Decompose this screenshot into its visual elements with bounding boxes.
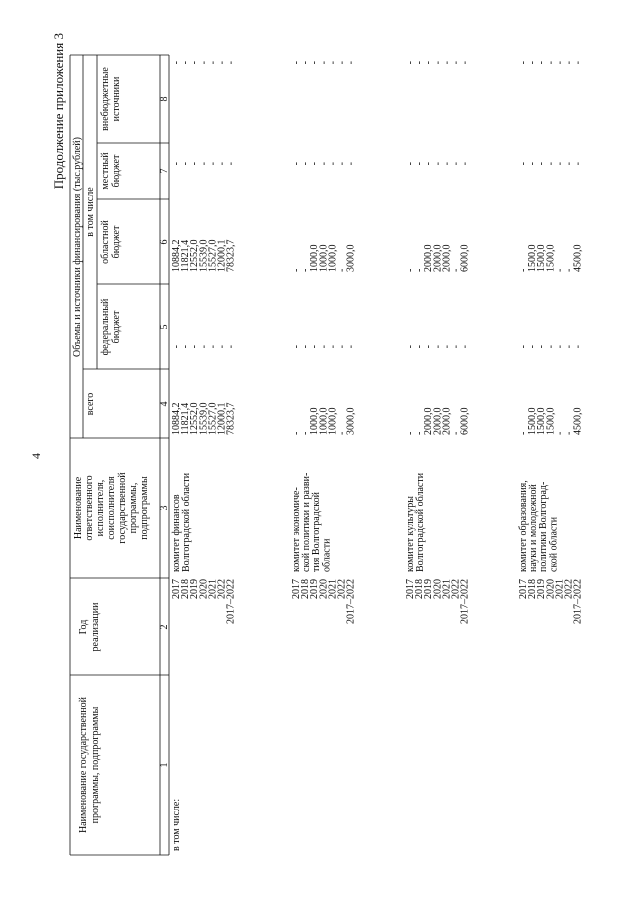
header-cell-3	[73, 472, 150, 544]
value-cell: -	[423, 61, 435, 65]
value-cell: -	[450, 61, 462, 65]
value-cell: -	[171, 61, 182, 65]
value-cell: -	[536, 345, 548, 349]
financing-table	[70, 55, 584, 855]
year-cell: 2021	[554, 579, 566, 599]
value-cell: -	[180, 61, 192, 65]
executor-name-line: Волгоградской области	[415, 472, 427, 572]
value-cell: -	[171, 162, 182, 166]
year-cell: 2017	[518, 579, 529, 599]
value-cell: -	[459, 345, 471, 349]
value-cell: 78323,7	[225, 239, 237, 272]
value-cell: 11821,4	[180, 402, 192, 435]
value-cell: -	[572, 61, 584, 65]
value-cell: -	[536, 162, 548, 166]
year-cell: 2018	[300, 579, 312, 599]
value-cell: -	[336, 162, 348, 166]
value-cell: -	[207, 345, 219, 349]
year-cell: 2017	[171, 579, 182, 599]
value-cell: -	[180, 345, 192, 349]
value-cell: -	[518, 345, 529, 349]
value-cell: 2000,0	[441, 407, 453, 435]
value-cell: -	[405, 162, 416, 166]
value-cell: 11821,4	[180, 239, 192, 272]
value-cell: 15539,0	[198, 239, 210, 272]
executor-group	[291, 61, 357, 624]
value-cell: 12000,1	[216, 239, 228, 272]
value-cell: -	[518, 431, 529, 435]
value-cell: 1500,0	[527, 407, 539, 435]
executor-name-line: комитет образования,	[518, 480, 529, 572]
value-cell: -	[225, 162, 237, 166]
value-cell: -	[309, 61, 321, 65]
value-cell: -	[336, 431, 348, 435]
value-cell: -	[536, 61, 548, 65]
value-cell: -	[405, 61, 416, 65]
header-federal	[100, 298, 122, 355]
header-line: Наименование	[73, 476, 84, 540]
value-cell: -	[207, 61, 219, 65]
year-cell: 2020	[432, 579, 444, 599]
value-cell: -	[441, 162, 453, 166]
value-cell: -	[563, 268, 575, 272]
value-cell: 4500,0	[572, 407, 584, 435]
value-cell: 2000,0	[432, 244, 444, 272]
value-cell: -	[527, 345, 539, 349]
value-cell: 10884,2	[171, 239, 182, 272]
value-cell: -	[554, 345, 566, 349]
year-cell: 2019	[309, 579, 321, 599]
page-number: 4	[29, 453, 43, 459]
value-cell: -	[300, 268, 312, 272]
year-cell: 2022	[336, 579, 348, 599]
year-cell: 2018	[527, 579, 539, 599]
year-cell: 2022	[216, 579, 228, 599]
year-cell: 2020	[318, 579, 330, 599]
value-cell: 12552,0	[189, 239, 201, 272]
value-cell: -	[345, 61, 357, 65]
year-cell: 2020	[545, 579, 557, 599]
header-including: в том числе	[85, 187, 96, 237]
value-cell: 10884,2	[171, 402, 182, 435]
value-cell: -	[405, 431, 416, 435]
value-cell: 1000,0	[309, 407, 321, 435]
executor-name-line: области	[321, 538, 333, 572]
value-cell: -	[414, 431, 426, 435]
executor-name-line: науки и молодежной	[528, 484, 540, 572]
header-line: областной	[100, 220, 111, 264]
value-cell: 78323,7	[225, 402, 237, 435]
appendix-caption: Продолжение приложения 3	[51, 33, 66, 190]
value-cell: -	[572, 162, 584, 166]
header-line: исполнителя,	[95, 479, 106, 537]
value-cell: 15527,0	[207, 239, 219, 272]
value-cell: -	[563, 431, 575, 435]
value-cell: -	[180, 162, 192, 166]
value-cell: 2000,0	[423, 407, 435, 435]
value-cell: -	[414, 268, 426, 272]
value-cell: -	[563, 61, 575, 65]
value-cell: -	[554, 431, 566, 435]
value-cell: -	[189, 162, 201, 166]
value-cell: -	[405, 268, 416, 272]
value-cell: -	[207, 162, 219, 166]
value-cell: 1500,0	[545, 407, 557, 435]
column-number: 7	[159, 168, 170, 174]
value-cell: -	[309, 162, 321, 166]
column-number: 1	[159, 762, 170, 768]
executor-group	[518, 61, 584, 624]
value-cell: -	[459, 61, 471, 65]
year-cell: 2017–2022	[572, 579, 584, 624]
value-cell: -	[189, 345, 201, 349]
year-cell: 2017–2022	[225, 579, 237, 624]
value-cell: -	[432, 162, 444, 166]
year-cell: 2019	[189, 579, 201, 599]
year-cell: 2021	[327, 579, 339, 599]
header-line: бюджет	[111, 310, 122, 344]
value-cell: -	[327, 162, 339, 166]
value-cell: -	[336, 61, 348, 65]
header-line: подпрограммы	[139, 476, 150, 540]
row-label-including: в том числе:	[171, 798, 182, 851]
value-cell: 15527,0	[207, 402, 219, 435]
value-cell: -	[527, 162, 539, 166]
executor-name-line: ской политики и разви-	[301, 472, 313, 572]
header-cell-2	[78, 602, 101, 652]
value-cell: -	[300, 345, 312, 349]
header-cell-1	[78, 696, 101, 833]
value-cell: 3000,0	[345, 244, 357, 272]
header-line: ответственного	[84, 475, 95, 541]
year-cell: 2018	[414, 579, 426, 599]
column-number: 5	[159, 324, 170, 330]
header-line: источники	[111, 76, 122, 122]
header-total: всего	[85, 392, 96, 416]
header-offbudget	[100, 67, 122, 131]
value-cell: -	[554, 162, 566, 166]
value-cell: -	[563, 345, 575, 349]
value-cell: 6000,0	[459, 244, 471, 272]
value-cell: -	[216, 345, 228, 349]
value-cell: -	[216, 61, 228, 65]
value-cell: -	[189, 61, 201, 65]
value-cell: 1500,0	[545, 244, 557, 272]
year-cell: 2017	[405, 579, 416, 599]
column-number: 6	[159, 239, 170, 245]
value-cell: -	[405, 345, 416, 349]
value-cell: -	[545, 162, 557, 166]
header-line: государственной	[117, 472, 128, 544]
value-cell: -	[554, 61, 566, 65]
header-line: реализации	[90, 602, 101, 652]
column-number: 3	[159, 505, 170, 511]
value-cell: -	[300, 61, 312, 65]
value-cell: -	[414, 61, 426, 65]
executor-name-line: тия Волгоградской	[311, 492, 323, 572]
value-cell: 12000,1	[216, 402, 228, 435]
value-cell: 2000,0	[441, 244, 453, 272]
value-cell: -	[309, 345, 321, 349]
value-cell: 1000,0	[318, 407, 330, 435]
executor-name-line: комитет экономиче-	[291, 487, 302, 572]
value-cell: -	[300, 431, 312, 435]
value-cell: -	[423, 162, 435, 166]
data-body	[171, 61, 584, 624]
year-cell: 2017	[291, 579, 302, 599]
executor-group	[171, 61, 237, 624]
value-cell: 6000,0	[459, 407, 471, 435]
value-cell: -	[225, 345, 237, 349]
year-cell: 2022	[450, 579, 462, 599]
executor-group	[405, 61, 471, 624]
value-cell: 1000,0	[327, 407, 339, 435]
value-cell: -	[414, 162, 426, 166]
value-cell: -	[518, 162, 529, 166]
value-cell: -	[225, 61, 237, 65]
value-cell: 1000,0	[327, 244, 339, 272]
year-cell: 2021	[441, 579, 453, 599]
value-cell: 2000,0	[432, 407, 444, 435]
header-line: местный	[100, 152, 111, 190]
year-cell: 2017–2022	[345, 579, 357, 624]
year-cell: 2017–2022	[459, 579, 471, 624]
value-cell: -	[216, 162, 228, 166]
executor-name-line: комитет культуры	[405, 496, 416, 572]
value-cell: 1000,0	[309, 244, 321, 272]
header-local	[100, 152, 122, 190]
header-line: соисполнителя	[106, 476, 117, 540]
executor-name-line: политики Волгоград-	[538, 481, 550, 572]
year-cell: 2020	[198, 579, 210, 599]
value-cell: -	[318, 162, 330, 166]
value-cell: -	[545, 61, 557, 65]
value-cell: -	[291, 61, 302, 65]
value-cell: -	[291, 268, 302, 272]
value-cell: -	[459, 162, 471, 166]
value-cell: -	[563, 162, 575, 166]
value-cell: -	[432, 345, 444, 349]
value-cell: -	[198, 61, 210, 65]
value-cell: 15539,0	[198, 402, 210, 435]
executor-name-line: ской области	[548, 516, 560, 572]
value-cell: -	[327, 61, 339, 65]
value-cell: -	[554, 268, 566, 272]
year-cell: 2022	[563, 579, 575, 599]
executor-name-line: комитет финансов	[171, 494, 182, 572]
value-cell: -	[171, 345, 182, 349]
year-cell: 2021	[207, 579, 219, 599]
header-line: бюджет	[111, 154, 122, 188]
value-cell: -	[572, 345, 584, 349]
header-line: Год	[78, 619, 89, 635]
value-cell: -	[345, 345, 357, 349]
value-cell: -	[450, 345, 462, 349]
value-cell: -	[527, 61, 539, 65]
value-cell: -	[198, 345, 210, 349]
value-cell: -	[336, 345, 348, 349]
value-cell: -	[300, 162, 312, 166]
year-cell: 2018	[180, 579, 192, 599]
value-cell: -	[450, 162, 462, 166]
value-cell: 1500,0	[527, 244, 539, 272]
value-cell: -	[441, 61, 453, 65]
column-number: 8	[159, 96, 170, 102]
year-cell: 2019	[423, 579, 435, 599]
value-cell: 4500,0	[572, 244, 584, 272]
value-cell: -	[423, 345, 435, 349]
value-cell: 2000,0	[423, 244, 435, 272]
year-cell: 2019	[536, 579, 548, 599]
header-volumes: Объемы и источники финансирования (тыс.рублей)	[72, 137, 83, 357]
header-line: программы,	[128, 482, 139, 534]
value-cell: -	[414, 345, 426, 349]
header-line: внебюджетные	[100, 67, 111, 131]
value-cell: -	[450, 268, 462, 272]
value-cell: -	[336, 268, 348, 272]
value-cell: 12552,0	[189, 402, 201, 435]
header-line: бюджет	[111, 225, 122, 259]
header-regional	[100, 219, 122, 263]
value-cell: -	[518, 61, 529, 65]
value-cell: -	[545, 345, 557, 349]
value-cell: -	[291, 345, 302, 349]
value-cell: 1500,0	[536, 407, 548, 435]
value-cell: -	[318, 345, 330, 349]
value-cell: 1500,0	[536, 244, 548, 272]
value-cell: -	[198, 162, 210, 166]
value-cell: -	[291, 431, 302, 435]
value-cell: -	[327, 345, 339, 349]
value-cell: -	[318, 61, 330, 65]
value-cell: -	[291, 162, 302, 166]
column-number-row	[159, 97, 170, 768]
header-line: программы, подпрограммы	[90, 706, 101, 824]
column-number: 2	[159, 624, 170, 630]
column-number: 4	[159, 401, 170, 407]
value-cell: 1000,0	[318, 244, 330, 272]
value-cell: -	[518, 268, 529, 272]
value-cell: -	[432, 61, 444, 65]
value-cell: 3000,0	[345, 407, 357, 435]
value-cell: -	[450, 431, 462, 435]
executor-name-line: Волгоградской области	[181, 472, 193, 572]
header-line: Наименование государственной	[78, 696, 89, 834]
value-cell: -	[345, 162, 357, 166]
header-line: федеральный	[100, 298, 111, 356]
value-cell: -	[441, 345, 453, 349]
